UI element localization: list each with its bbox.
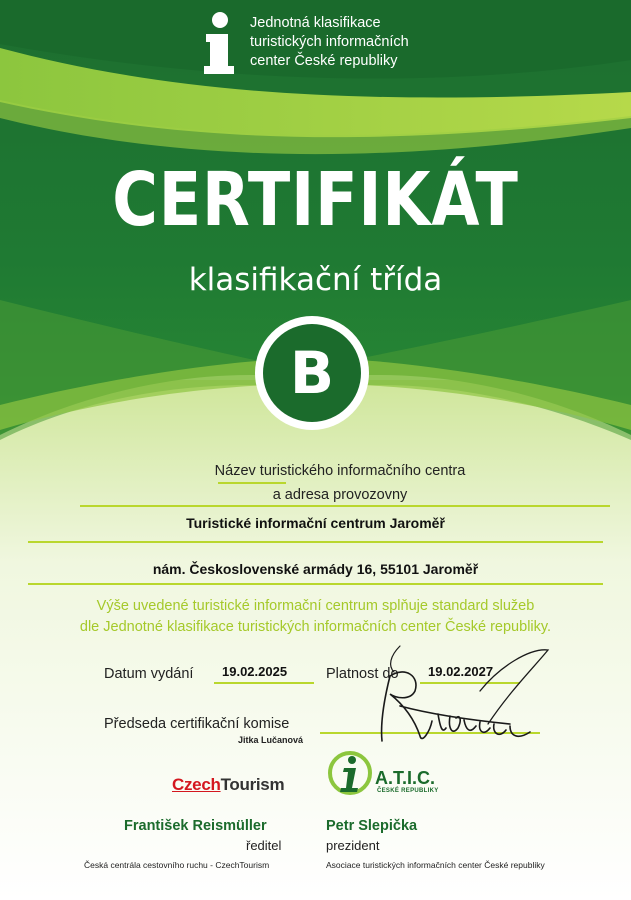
center-address: nám. Československé armády 16, 55101 Jaroměř: [152, 561, 479, 577]
atic-logo-subtitle: ČESKÉ REPUBLIKY: [377, 788, 439, 794]
czechtourism-logo-part1: Czech: [172, 775, 221, 794]
grade-badge: [255, 316, 369, 430]
czechtourism-logo: [172, 775, 284, 795]
divider: [80, 505, 610, 507]
signatory-2-org: Asociace turistických informačních center České republiky: [326, 860, 545, 870]
signatory-2-name: Petr Slepička: [326, 818, 418, 834]
info-i-icon: [200, 12, 240, 76]
committee-name: Jitka Lučanová: [238, 735, 304, 745]
issued-label: Datum vydání: [104, 666, 194, 682]
signatory-2-role: prezident: [326, 838, 380, 853]
header-line-1: Jednotná klasifikace: [250, 15, 381, 31]
center-label-line-1: Název turistického informačního centra: [214, 463, 466, 479]
center-label-line-2: a adresa provozovny: [272, 487, 408, 503]
signatory-1-role: ředitel: [246, 838, 282, 853]
statement-line-1: Výše uvedené turistické informační centrum splňuje standard služeb: [96, 598, 535, 614]
divider: [214, 682, 314, 684]
divider: [28, 541, 603, 543]
header-line-3: center České republiky: [250, 53, 398, 69]
valid-label: Platnost do: [326, 666, 399, 682]
center-name: Turistické informační centrum Jaroměř: [186, 515, 445, 531]
atic-logo-text: A.T.I.C.: [375, 768, 436, 788]
committee-label: Předseda certifikační komise: [104, 716, 290, 732]
signatory-1-org: Česká centrála cestovního ruchu - CzechTourism: [84, 860, 270, 870]
header-organization: [250, 14, 409, 71]
handwritten-signature: [360, 636, 570, 756]
grade-letter: B: [263, 324, 361, 422]
certificate-title: CERTIFIKÁT: [112, 157, 519, 243]
divider: [28, 583, 603, 585]
valid-value: 19.02.2027: [428, 664, 494, 679]
divider: [218, 482, 286, 484]
czechtourism-logo-part2: Tourism: [220, 775, 285, 794]
header-line-2: turistických informačních: [250, 34, 409, 50]
atic-logo-icon: [328, 750, 372, 796]
signatory-1-name: František Reismüller: [124, 818, 267, 834]
statement-line-2: dle Jednotné klasifikace turistických informačních center České republiky.: [79, 619, 552, 635]
issued-value: 19.02.2025: [222, 664, 288, 679]
certificate-subtitle: klasifikační třída: [188, 262, 443, 298]
